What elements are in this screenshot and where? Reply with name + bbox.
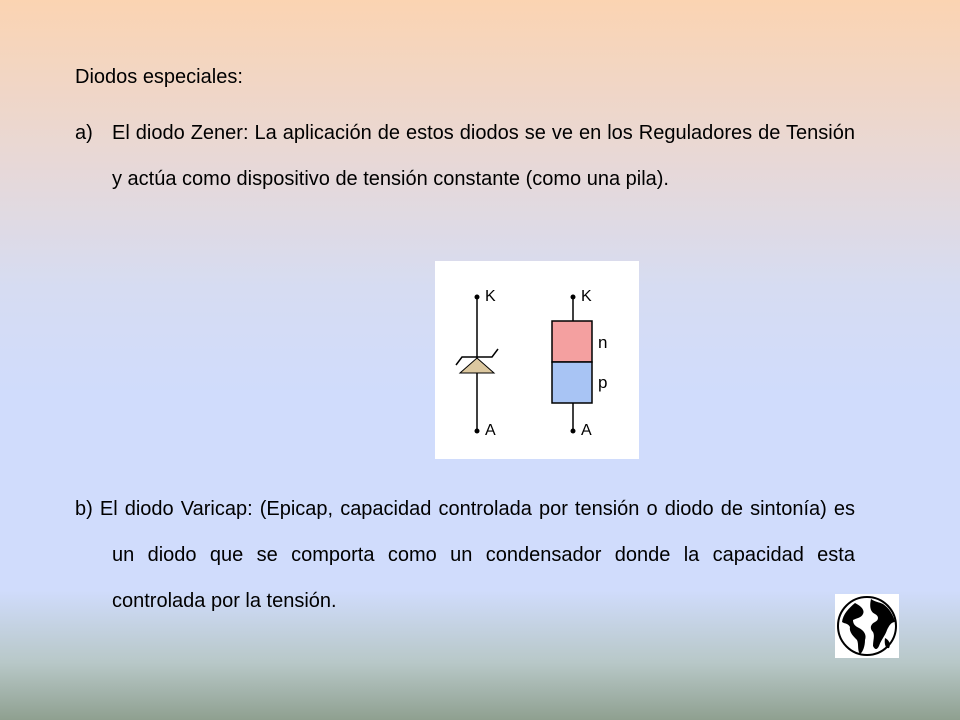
n-region xyxy=(552,321,592,362)
zener-diode-diagram xyxy=(435,261,639,459)
page-title: Diodos especiales: xyxy=(75,66,243,88)
item-a-text: El diodo Zener: La aplicación de estos diodos se ve en los Reguladores de Tensión y actúa como dispositivo de tensión constante (como una pila). xyxy=(112,122,855,190)
pn-junction-block xyxy=(552,288,607,439)
globe-icon xyxy=(835,594,899,658)
n-label: n xyxy=(598,333,608,352)
zener-k-label: K xyxy=(485,288,496,305)
p-label: p xyxy=(598,373,608,392)
block-k-label: K xyxy=(581,288,592,305)
item-b-paragraph: b) El diodo Varicap: (Epicap, capacidad controlada por tensión o diodo de sintonía) es un diodo que se comporta como un condensador donde la capacidad esta controlada por la tensión. xyxy=(75,498,855,612)
zener-symbol xyxy=(456,288,498,439)
block-a-label: A xyxy=(581,422,592,439)
item-a-paragraph xyxy=(75,110,855,202)
p-region xyxy=(552,362,592,403)
zener-a-label: A xyxy=(485,422,496,439)
item-a-marker: a) xyxy=(75,122,93,144)
